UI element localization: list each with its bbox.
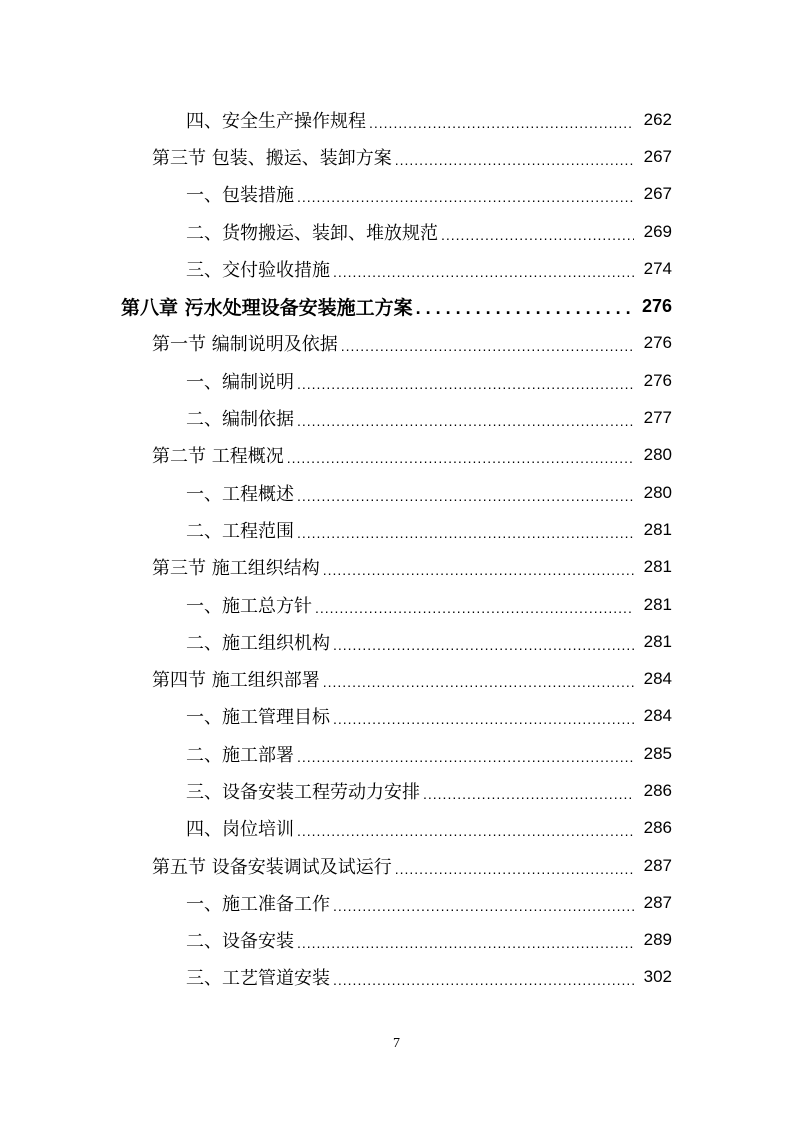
- toc-entry-title: 第三节 施工组织结构: [152, 558, 320, 580]
- dot-leader: [297, 824, 634, 838]
- dot-leader: [297, 377, 634, 391]
- toc-entry-page: 280: [643, 482, 672, 502]
- toc-entry-title: 二、设备安装: [186, 931, 294, 953]
- toc-entry-page: 289: [643, 930, 672, 950]
- toc-entry-title: 二、施工组织机构: [186, 632, 330, 654]
- dot-leader: [323, 563, 634, 577]
- toc-entry[interactable]: [0, 101, 793, 138]
- dot-leader: [323, 675, 634, 689]
- toc-entry-title: 第三节 包装、搬运、装卸方案: [152, 147, 392, 169]
- dot-leader: [297, 190, 634, 204]
- dot-leader: [333, 712, 634, 726]
- toc-entry-title: 三、工艺管道安装: [186, 968, 330, 990]
- toc-entry-title: 第八章 污水处理设备安装施工方案: [121, 296, 413, 319]
- toc-entry-title: 第一节 编制说明及依据: [152, 334, 338, 356]
- toc-entry[interactable]: [0, 549, 793, 586]
- dot-leader: [369, 116, 634, 130]
- toc-chapter-entry[interactable]: [0, 287, 793, 324]
- toc-entry[interactable]: [0, 698, 793, 735]
- toc-entry[interactable]: [0, 660, 793, 697]
- toc-entry-title: 第二节 工程概况: [152, 446, 284, 468]
- toc-entry-page: 286: [643, 818, 672, 838]
- dot-leader: [333, 638, 634, 652]
- dot-leader: [416, 299, 634, 317]
- toc-entry-page: 284: [643, 706, 672, 726]
- toc-entry-title: 二、施工部署: [186, 744, 294, 766]
- toc-entry-page: 287: [643, 855, 672, 875]
- toc-entry[interactable]: [0, 511, 793, 548]
- table-of-contents: [0, 101, 793, 996]
- toc-entry-page: 302: [643, 967, 672, 987]
- dot-leader: [341, 339, 634, 353]
- toc-entry-page: 267: [643, 146, 672, 166]
- toc-entry-page: 274: [643, 258, 672, 278]
- toc-entry[interactable]: [0, 623, 793, 660]
- dot-leader: [287, 451, 634, 465]
- dot-leader: [297, 414, 634, 428]
- dot-leader: [333, 265, 634, 279]
- toc-entry-title: 三、交付验收措施: [186, 259, 330, 281]
- toc-entry[interactable]: [0, 138, 793, 175]
- toc-entry-title: 二、编制依据: [186, 409, 294, 431]
- toc-entry-page: 276: [643, 370, 672, 390]
- toc-entry-title: 三、设备安装工程劳动力安排: [186, 781, 420, 803]
- toc-entry-title: 二、工程范围: [186, 520, 294, 542]
- toc-entry-title: 第五节 设备安装调试及试运行: [152, 856, 392, 878]
- toc-entry-title: 一、工程概述: [186, 483, 294, 505]
- dot-leader: [333, 973, 634, 987]
- toc-entry-page: 267: [643, 184, 672, 204]
- dot-leader: [423, 787, 634, 801]
- toc-entry[interactable]: [0, 810, 793, 847]
- dot-leader: [297, 489, 634, 503]
- toc-entry-title: 二、货物搬运、装卸、堆放规范: [186, 222, 438, 244]
- toc-entry[interactable]: [0, 922, 793, 959]
- toc-entry-page: 281: [643, 519, 672, 539]
- toc-entry[interactable]: [0, 772, 793, 809]
- toc-entry[interactable]: [0, 176, 793, 213]
- toc-entry[interactable]: [0, 586, 793, 623]
- toc-entry[interactable]: [0, 735, 793, 772]
- toc-entry-page: 276: [641, 295, 672, 316]
- toc-entry-page: 286: [643, 780, 672, 800]
- toc-entry[interactable]: [0, 474, 793, 511]
- toc-entry-page: 281: [643, 631, 672, 651]
- dot-leader: [315, 601, 634, 615]
- toc-entry[interactable]: [0, 959, 793, 996]
- dot-leader: [297, 750, 634, 764]
- toc-entry[interactable]: [0, 250, 793, 287]
- dot-leader: [395, 153, 634, 167]
- dot-leader: [441, 228, 634, 242]
- dot-leader: [395, 862, 634, 876]
- dot-leader: [297, 526, 634, 540]
- toc-entry-page: 269: [643, 221, 672, 241]
- toc-entry[interactable]: [0, 325, 793, 362]
- toc-entry[interactable]: [0, 213, 793, 250]
- toc-entry-page: 262: [643, 109, 672, 129]
- toc-entry[interactable]: [0, 399, 793, 436]
- toc-entry-title: 一、施工管理目标: [186, 707, 330, 729]
- toc-entry-page: 281: [643, 557, 672, 577]
- toc-entry-title: 一、施工总方针: [186, 595, 312, 617]
- toc-entry-page: 281: [643, 594, 672, 614]
- dot-leader: [297, 936, 634, 950]
- toc-entry-page: 277: [643, 408, 672, 428]
- toc-entry-page: 284: [643, 669, 672, 689]
- toc-entry-title: 四、岗位培训: [186, 819, 294, 841]
- toc-entry[interactable]: [0, 437, 793, 474]
- toc-entry-title: 一、编制说明: [186, 371, 294, 393]
- toc-entry[interactable]: [0, 362, 793, 399]
- toc-entry-page: 287: [643, 892, 672, 912]
- toc-entry-page: 276: [643, 333, 672, 353]
- toc-entry-title: 一、施工准备工作: [186, 893, 330, 915]
- toc-entry[interactable]: [0, 847, 793, 884]
- toc-entry-title: 四、安全生产操作规程: [186, 110, 366, 132]
- toc-entry-title: 第四节 施工组织部署: [152, 670, 320, 692]
- toc-entry-title: 一、包装措施: [186, 185, 294, 207]
- toc-entry-page: 280: [643, 445, 672, 465]
- toc-entry[interactable]: [0, 884, 793, 921]
- toc-entry-page: 285: [643, 743, 672, 763]
- page-number: 7: [393, 1036, 400, 1051]
- dot-leader: [333, 899, 634, 913]
